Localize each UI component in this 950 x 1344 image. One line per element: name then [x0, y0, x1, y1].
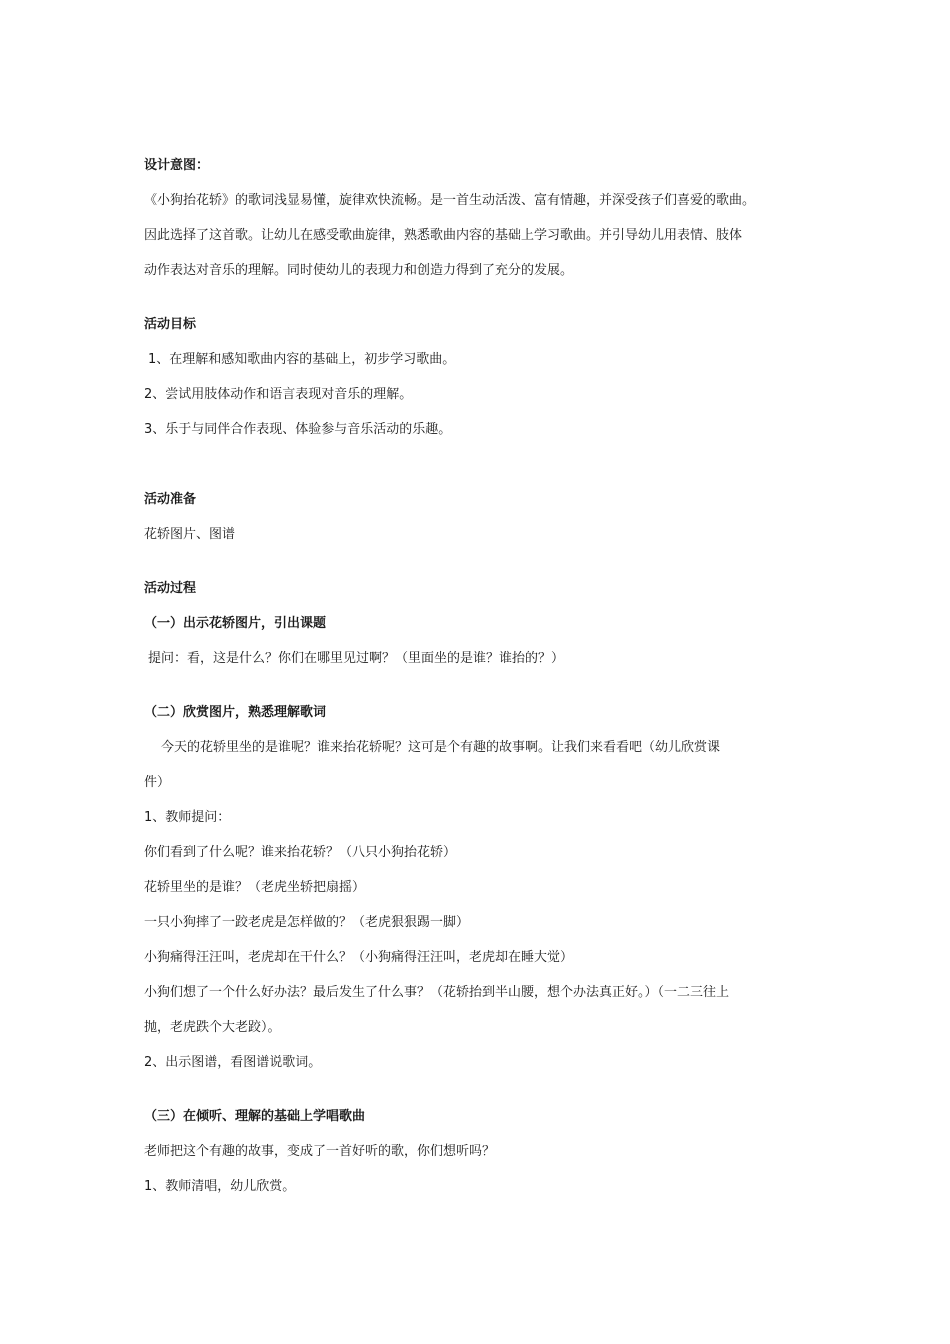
step-title: （一）出示花轿图片，引出课题 — [144, 616, 327, 631]
question-line: 一只小狗摔了一跤老虎是怎样做的？（老虎狠狠踢一脚） — [144, 915, 470, 930]
paragraph-line: 老师把这个有趣的故事，变成了一首好听的歌，你们想听吗？ — [144, 1144, 496, 1159]
section-heading-design-intent: 设计意图： — [144, 158, 210, 173]
paragraph-line: 因此选择了这首歌。让幼儿在感受歌曲旋律，熟悉歌曲内容的基础上学习歌曲。并引导幼儿用表情、肢体 — [144, 228, 743, 243]
list-item: 1、教师提问： — [144, 810, 231, 825]
paragraph-line: 动作表达对音乐的理解。同时使幼儿的表现力和创造力得到了充分的发展。 — [144, 263, 574, 278]
goal-item: 1、在理解和感知歌曲内容的基础上，初步学习歌曲。 — [148, 352, 456, 367]
question-line: 小狗们想了一个什么好办法？最后发生了什么事？（花轿抬到半山腰，想个办法真正好。）（一二三往上 — [144, 985, 730, 1000]
goal-item: 2、尝试用肢体动作和语言表现对音乐的理解。 — [144, 387, 413, 402]
goal-item: 3、乐于与同伴合作表现、体验参与音乐活动的乐趣。 — [144, 422, 452, 437]
question-line: 花轿里坐的是谁？（老虎坐轿把扇摇） — [144, 880, 366, 895]
section-heading-preparation: 活动准备 — [144, 492, 197, 507]
spacer — [144, 552, 816, 571]
question-line: 小狗痛得汪汪叫，老虎却在干什么？（小狗痛得汪汪叫，老虎却在睡大觉） — [144, 950, 574, 965]
paragraph-line: 件） — [144, 775, 171, 790]
question-line: 你们看到了什么呢？谁来抬花轿？（八只小狗抬花轿） — [144, 845, 457, 860]
step-title: （二）欣赏图片，熟悉理解歌词 — [144, 705, 327, 720]
paragraph-line: 提问：看，这是什么？你们在哪里见过啊？（里面坐的是谁？谁抬的？） — [148, 651, 565, 666]
step-title: （三）在倾听、理解的基础上学唱歌曲 — [144, 1109, 366, 1124]
spacer — [144, 447, 816, 482]
spacer — [144, 676, 816, 695]
document-body — [144, 148, 816, 1204]
paragraph-line: 今天的花轿里坐的是谁呢？谁来抬花轿呢？这可是个有趣的故事啊。让我们来看看吧（幼儿欣赏课 — [161, 740, 721, 755]
spacer — [144, 1080, 816, 1099]
preparation-text: 花轿图片、图谱 — [144, 527, 236, 542]
paragraph-line: 《小狗抬花轿》的歌词浅显易懂，旋律欢快流畅。是一首生动活泼、富有情趣，并深受孩子们喜爱的歌曲。 — [144, 193, 756, 208]
list-item: 2、出示图谱，看图谱说歌词。 — [144, 1055, 322, 1070]
section-heading-process: 活动过程 — [144, 581, 197, 596]
spacer — [144, 288, 816, 307]
section-heading-goals: 活动目标 — [144, 317, 197, 332]
question-line: 抛，老虎跌个大老跤）。 — [144, 1020, 281, 1035]
list-item: 1、教师清唱，幼儿欣赏。 — [144, 1179, 296, 1194]
